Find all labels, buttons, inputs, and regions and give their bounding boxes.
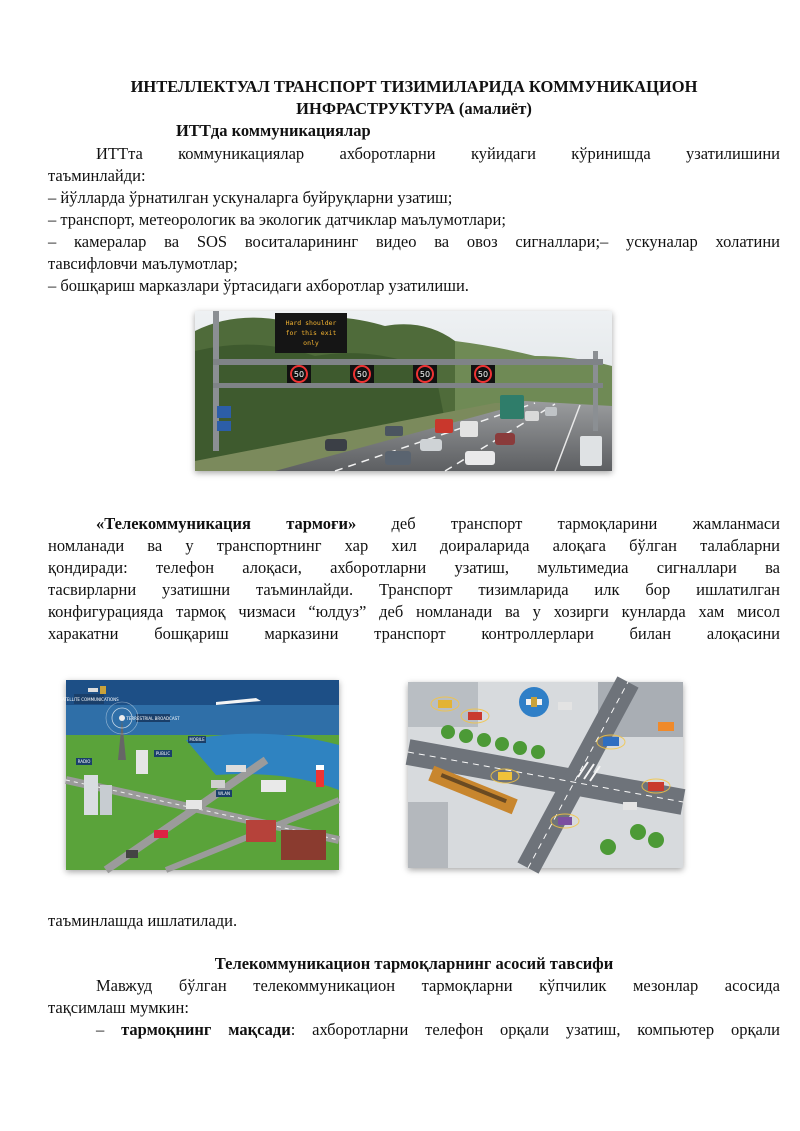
list-item: – камералар ва SOS воситаларининг видео ва овоз сигналлари;– ускуналар холатини [48, 232, 780, 251]
section-heading-telecom-characteristics: Телекоммуникацион тармоқларнинг асосий тавсифи [214, 954, 614, 973]
term-telecom-network: «Телекоммуникация тармоғи» [96, 514, 357, 533]
illustration-label: RADIO [77, 759, 91, 764]
speed-limit-sign [471, 365, 495, 383]
paragraph-telecom-line-1: «Телекоммуникация тармоғи» деб транспорт тармоқларини жамланмаси [96, 514, 780, 533]
term-network-purpose: тармоқнинг мақсади [121, 1020, 291, 1039]
illustration-label: TERRESTRIAL BROADCAST [126, 716, 180, 721]
svg-text:50: 50 [356, 370, 368, 379]
section-heading-communications: ИТТда коммуникациялар [176, 121, 371, 140]
document-title-line1: ИНТЕЛЛЕКТУАЛ ТРАНСПОРТ ТИЗИМИЛАРИДА КОММУНИКАЦИОН [130, 77, 698, 96]
speed-limit-sign [287, 365, 311, 383]
gantry-sign-line: only [303, 339, 319, 347]
intro-line-2: таъминлайди: [48, 166, 146, 185]
telecom-network-illustration [59, 680, 339, 870]
speed-limit-sign [413, 365, 437, 383]
paragraph-telecom-line: номланади ва у транспортнинг хар хил доираларида алоқага бўлган талабларни [48, 536, 780, 555]
list-item: тавсифловчи маълумотлар; [48, 254, 238, 273]
paragraph-telecom-line: конфигурацияда тармоқ чизмаси “юлдуз” деб номланади ва у хозирги кунларда хам мисол [48, 602, 780, 621]
svg-text:50: 50 [477, 370, 489, 379]
document-title-line2: ИНФРАСТРУКТУРА (амалиёт) [296, 99, 532, 118]
section2-list-item: – тармоқнинг мақсади: ахборотларни телефон орқали узатиш, компьютер орқали [96, 1020, 780, 1039]
connected-city-illustration [408, 682, 683, 868]
paragraph-telecom-continuation: таъминлашда ишлатилади. [48, 911, 238, 930]
paragraph-telecom-line: қондиради: телефон алоқаси, ахборотларни узатиш, мультимедиа сигналлари ва [48, 558, 780, 577]
section2-line-2: тақсимлаш мумкин: [48, 998, 189, 1017]
illustration-label: WLAN [217, 791, 231, 796]
list-item: – транспорт, метеорологик ва экологик датчиклар маълумотлари; [48, 210, 506, 229]
speed-limit-sign [350, 365, 374, 383]
highway-gantry-photo [195, 311, 612, 471]
list-item: – бошқариш марказлари ўртасидаги ахборотлар узатилиши. [48, 276, 469, 295]
list-item: – йўлларда ўрнатилган ускуналарга буйруқларни узатиш; [48, 188, 453, 207]
paragraph-telecom-line: тасвирларни узатишни таъминлайди. Транспорт тизимларида илк бор ишлатилган [48, 580, 780, 599]
illustration-label: MOBILE [189, 737, 205, 742]
svg-text:50: 50 [293, 370, 305, 379]
intro-line-1: ИТТта коммуникациялар ахборотларни куйидаги кўринишда узатилишини [96, 144, 780, 163]
gantry-sign-line: Hard shoulder [285, 319, 337, 327]
paragraph-telecom-line: харакатни бошқариш марказини транспорт контроллерлари билан алоқасини [48, 624, 780, 643]
section2-line-1: Мавжуд бўлган телекоммуникацион тармоқларни кўпчилик мезонлар асосида [96, 976, 780, 995]
illustration-label: PUBLIC [155, 751, 171, 756]
illustration-label: SATELLITE COMMUNICATIONS [59, 697, 119, 702]
svg-text:50: 50 [419, 370, 431, 379]
gantry-sign-line: for this exit [285, 329, 337, 337]
